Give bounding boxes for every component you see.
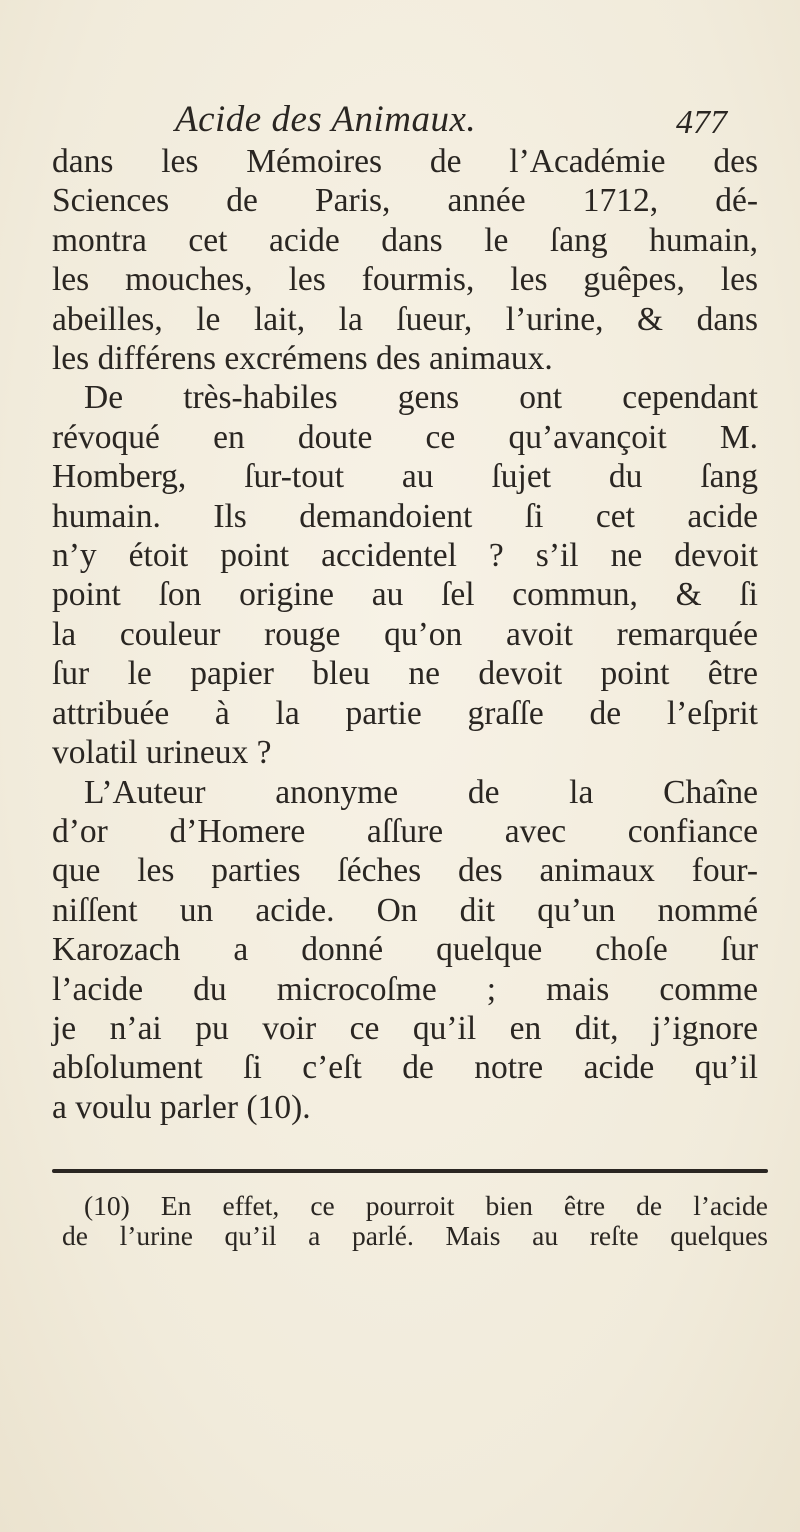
- text-line: humain. Ils demandoient ſi cet acide: [52, 497, 758, 535]
- text-line: révoqué en doute ce qu’avançoit M.: [52, 418, 758, 456]
- text-line: dans les Mémoires de l’Académie des: [52, 143, 758, 180]
- text-line: montra cet acide dans le ſang humain,: [52, 221, 758, 259]
- footnote-line: de l’urine qu’il a parlé. Mais au reſte quelques: [62, 1220, 768, 1251]
- text-line: ſur le papier bleu ne devoit point être: [52, 655, 758, 693]
- text-line: n’y étoit point accidentel ? s’il ne devoit: [52, 537, 758, 575]
- text-line: De très-habiles gens ont cependant: [84, 379, 758, 417]
- text-line: Sciences de Paris, année 1712, dé-: [52, 182, 758, 220]
- text-line: l’acide du microcoſme ; mais comme: [52, 970, 758, 1008]
- text-line: abeilles, le lait, la ſueur, l’urine, & dans: [52, 300, 758, 338]
- text-line: la couleur rouge qu’on avoit remarquée: [52, 615, 758, 653]
- footnote: [62, 1191, 768, 1251]
- text-line: abſolument ſi c’eſt de notre acide qu’il: [52, 1049, 758, 1087]
- text-line: L’Auteur anonyme de la Chaîne: [84, 773, 758, 811]
- footnote-line: (10) En effet, ce pourroit bien être de l’acide: [84, 1190, 768, 1221]
- text-line: que les parties ſéches des animaux four-: [52, 852, 758, 890]
- footnote-divider: [52, 1169, 768, 1173]
- text-line: je n’ai pu voir ce qu’il en dit, j’ignore: [52, 1009, 758, 1047]
- running-title: Acide des Animaux.: [175, 99, 477, 140]
- text-line: volatil urineux ?: [52, 734, 272, 772]
- text-line: niſſent un acide. On dit qu’un nommé: [52, 891, 758, 929]
- body-text: [52, 142, 758, 1127]
- page-number: 477: [676, 104, 727, 141]
- text-line: point ſon origine au ſel commun, & ſi: [52, 576, 758, 614]
- text-line: a voulu parler (10).: [52, 1088, 311, 1126]
- text-line: d’or d’Homere aſſure avec confiance: [52, 812, 758, 850]
- page-header: [0, 98, 800, 148]
- text-line: les mouches, les fourmis, les guêpes, les: [52, 261, 758, 299]
- text-line: Karozach a donné quelque choſe ſur: [52, 931, 758, 969]
- text-line: Homberg, ſur-tout au ſujet du ſang: [52, 458, 758, 496]
- text-line: attribuée à la partie graſſe de l’eſprit: [52, 694, 758, 732]
- text-line: les différens excrémens des animaux.: [52, 340, 553, 378]
